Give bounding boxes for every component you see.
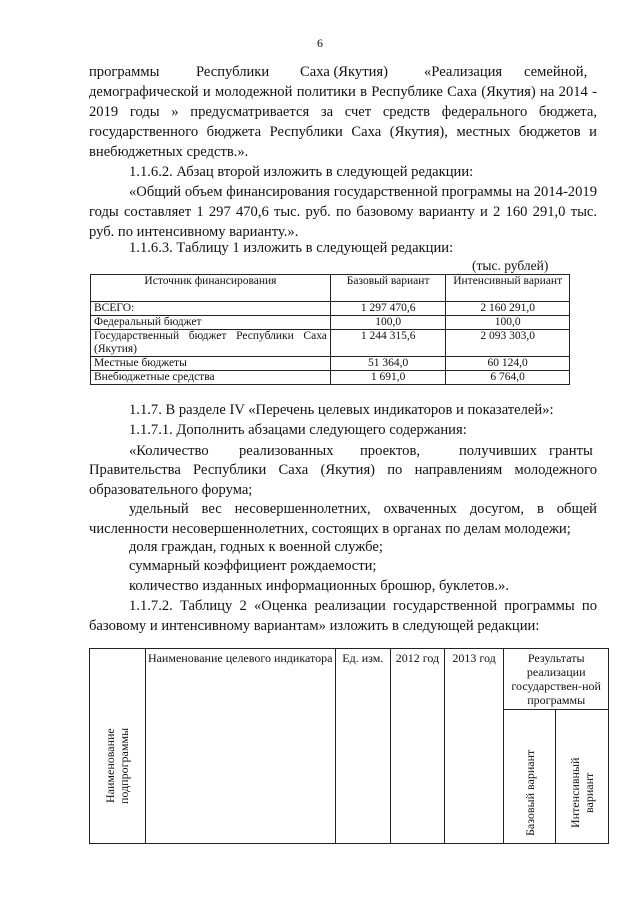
- section-1-1-7-2: 1.1.7.2. Таблицу 2 «Оценка реализации государственной программы по базовому и интенсивному вариантам» изложить в следующей редакции:: [89, 598, 597, 634]
- section-1-1-6-2: 1.1.6.2. Абзац второй изложить в следующей редакции:: [129, 164, 474, 180]
- assessment-table: [89, 648, 609, 844]
- cell-base: 1 297 470,6: [330, 302, 445, 316]
- indicators-paragraph-1: Правительства Республики Саха (Якутия) по направлениям молодежного образовательного форума;: [89, 462, 597, 498]
- header-2013: 2013 год: [444, 649, 504, 844]
- quote-total-financing: «Общий объем финансирования государственной программы на 2014-2019 годы составляет 1 297 470,6 тыс. руб. по базовому варианту и 2 160 291,0 тыс. руб. по интенсивному варианту.».: [89, 184, 597, 240]
- cell-intensive: 100,0: [446, 316, 570, 330]
- header-unit: Ед. изм.: [335, 649, 391, 844]
- indicators-paragraph-2: удельный вес несовершеннолетних, охваченных досугом, в общей численности несовершеннолетних, состоящих в органах по делам молодежи;: [89, 501, 597, 537]
- intro-word: Республики: [196, 64, 270, 80]
- header-2012: 2012 год: [391, 649, 445, 844]
- table-header-row: [91, 275, 570, 302]
- header-intensive: [556, 710, 609, 844]
- cell-source: Внебюджетные средства: [91, 371, 331, 385]
- header-indicator: Наименование целевого индикатора: [145, 649, 335, 844]
- cell-intensive: 60 124,0: [446, 357, 570, 371]
- cell-intensive: 6 764,0: [446, 371, 570, 385]
- header-intensive: Интенсивный вариант: [446, 275, 570, 302]
- table-row: [91, 316, 570, 330]
- intro-word: семейной,: [524, 64, 588, 80]
- quote-word: гранты: [549, 443, 593, 459]
- section-1-1-7-1: 1.1.7.1. Дополнить абзацами следующего содержания:: [129, 422, 467, 438]
- header-subprogram-text: Наименование подпрограммы: [103, 727, 132, 805]
- intro-word: программы: [89, 64, 160, 80]
- table-header-row: [90, 649, 609, 710]
- cell-base: 51 364,0: [330, 357, 445, 371]
- indicators-paragraph-3: доля граждан, годных к военной службе;: [129, 539, 383, 555]
- intro-word: «Реализация: [424, 64, 503, 80]
- cell-source: Федеральный бюджет: [91, 316, 331, 330]
- header-subprogram: [90, 649, 146, 844]
- header-results: Результаты реализации государствен-ной программы: [504, 649, 609, 710]
- table-row: [91, 371, 570, 385]
- cell-base: 1 691,0: [330, 371, 445, 385]
- indicators-paragraph-4: суммарный коэффициент рождаемости;: [129, 558, 377, 574]
- table1-unit: (тыс. рублей): [472, 258, 549, 273]
- cell-source: Местные бюджеты: [91, 357, 331, 371]
- header-intensive-text: Интенсивный вариант: [568, 757, 597, 829]
- cell-source: ВСЕГО:: [91, 302, 331, 316]
- header-base-text: Базовый вариант: [522, 749, 537, 837]
- cell-intensive: 2 160 291,0: [446, 302, 570, 316]
- page-number: 6: [317, 36, 323, 50]
- cell-base: 1 244 315,6: [330, 330, 445, 357]
- intro-word: Саха (Якутия): [300, 64, 388, 80]
- quote-word: получивших: [459, 443, 537, 459]
- header-base: Базовый вариант: [330, 275, 445, 302]
- table-row: [91, 330, 570, 357]
- section-1-1-7: 1.1.7. В разделе IV «Перечень целевых индикаторов и показателей»:: [129, 402, 554, 418]
- indicators-paragraph-5: количество изданных информационных брошюр, буклетов.».: [129, 578, 509, 594]
- header-source: Источник финансирования: [91, 275, 331, 302]
- cell-intensive: 2 093 303,0: [446, 330, 570, 357]
- section-1-1-6-3: 1.1.6.3. Таблицу 1 изложить в следующей редакции:: [129, 240, 454, 256]
- quote-word: реализованных: [239, 443, 334, 459]
- cell-base: 100,0: [330, 316, 445, 330]
- header-base: [504, 710, 556, 844]
- table-row: [91, 357, 570, 371]
- cell-source: Государственный бюджет Республики Саха (Якутия): [91, 330, 331, 357]
- quote-word: «Количество: [129, 443, 209, 459]
- financing-table: [90, 274, 570, 385]
- quote-word: проектов,: [360, 443, 420, 459]
- intro-paragraph: демографической и молодежной политики в Республике Саха (Якутия) на 2014 - 2019 годы » предусматривается за счет средств федерального бюджета, государственного бюджета Республики Саха (Якутия), местных бюджетов и внебюджетных средств.».: [89, 84, 597, 160]
- table-row: [91, 302, 570, 316]
